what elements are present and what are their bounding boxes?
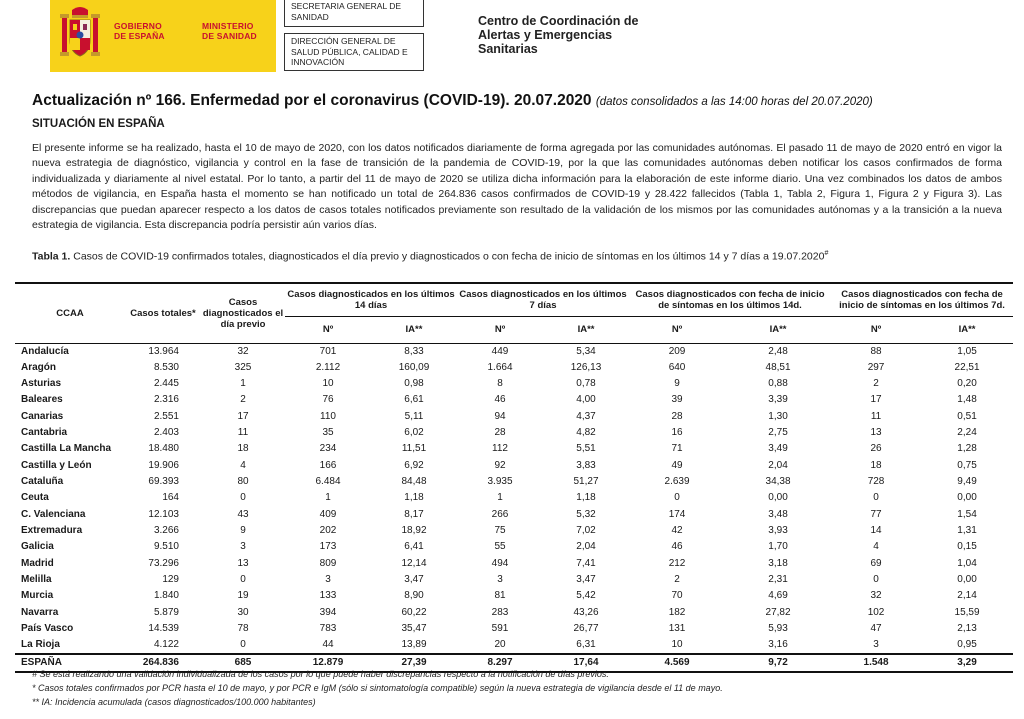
table-row xyxy=(15,425,1013,441)
table-cell: 1,70 xyxy=(768,541,788,553)
table-cell: 2.403 xyxy=(153,427,179,439)
table-row xyxy=(15,376,1013,392)
table-cell: 55 xyxy=(494,541,506,553)
table-cell: 7,41 xyxy=(576,557,596,569)
table-cell: 6,02 xyxy=(404,427,424,439)
table-cell: 77 xyxy=(870,508,882,520)
spain-coat-of-arms-icon xyxy=(58,6,102,64)
table-cell: 783 xyxy=(319,623,337,635)
table-caption-mark: # xyxy=(824,250,829,257)
document-header xyxy=(0,0,1024,80)
table-cell: 12.103 xyxy=(148,508,179,520)
table-cell: 2,31 xyxy=(768,574,788,586)
table-cell: 6,41 xyxy=(404,541,424,553)
table-cell: 2.551 xyxy=(153,410,179,422)
table-row xyxy=(15,474,1013,490)
table-cell: 22,51 xyxy=(954,361,980,373)
table-row xyxy=(15,441,1013,457)
table-cell: 30 xyxy=(237,606,249,618)
table-cell: 3,47 xyxy=(404,574,424,586)
table-cell: 3,18 xyxy=(768,557,788,569)
table-cell: 3.266 xyxy=(153,525,179,537)
table-cell: 2,48 xyxy=(768,345,788,357)
table-cell: Castilla La Mancha xyxy=(21,443,112,455)
table-cell: 76 xyxy=(322,394,334,406)
table-cell: 4,37 xyxy=(576,410,596,422)
table-cell: 71 xyxy=(671,443,683,455)
table-cell: 43,26 xyxy=(573,606,599,618)
table-cell: 1.548 xyxy=(831,654,921,672)
table-cell: 5,42 xyxy=(576,590,596,602)
table-cell: 266 xyxy=(491,508,509,520)
header-prev: Casos diagnosticados el día previo xyxy=(201,283,285,343)
table-cell: 102 xyxy=(867,606,885,618)
table-cell: 0 xyxy=(240,639,246,651)
table-row xyxy=(15,458,1013,474)
table-cell: 0,00 xyxy=(957,492,977,504)
table-cell: 1,05 xyxy=(957,345,977,357)
header-s7: Casos diagnosticados con fecha de inicio de síntomas en los últimos 7d. xyxy=(831,283,1013,316)
table-cell: 32 xyxy=(870,590,882,602)
header-ia: IA** xyxy=(543,316,629,343)
ministry-label xyxy=(202,21,257,41)
min-line-2: DE SANIDAD xyxy=(202,31,257,41)
table-cell: 8.297 xyxy=(457,654,543,672)
table-cell: 8,17 xyxy=(404,508,424,520)
table-cell: 685 xyxy=(201,654,285,672)
note-hash: # Se está realizando una validación individualizada de los casos por lo que puede haber discrepancias respecto a la notificación de días previos. xyxy=(32,669,609,679)
table-cell: 32 xyxy=(237,345,249,357)
table-header-row-1 xyxy=(15,283,1013,316)
table-cell: 7,02 xyxy=(576,525,596,537)
table-cell: 166 xyxy=(319,459,337,471)
header-ia: IA** xyxy=(921,316,1013,343)
table-cell: 6,61 xyxy=(404,394,424,406)
table-cell: 27,39 xyxy=(371,654,457,672)
header-d7: Casos diagnosticados en los últimos 7 días xyxy=(457,283,629,316)
table-cell: Asturias xyxy=(21,378,62,390)
table-cell: Extremadura xyxy=(21,525,83,537)
table-cell: 2,13 xyxy=(957,623,977,635)
table-cell: 2,04 xyxy=(576,541,596,553)
table-cell: 701 xyxy=(319,345,337,357)
table-cell: 8.530 xyxy=(153,361,179,373)
table-cell: 39 xyxy=(671,394,683,406)
table-cell: 47 xyxy=(870,623,882,635)
table-cell: 5,51 xyxy=(576,443,596,455)
table-cell: 0 xyxy=(873,492,879,504)
table-cell: 3,39 xyxy=(768,394,788,406)
table-cell: 84,48 xyxy=(401,476,427,488)
table-caption-text: Casos de COVID-19 confirmados totales, diagnosticados el día previo y diagnosticados o con fecha de inicio de síntomas en los últimos 14 y 7 días a 19.07.2020 xyxy=(73,250,825,263)
table-cell: 35 xyxy=(322,427,334,439)
table-cell: 80 xyxy=(237,476,249,488)
table-cell: 13,89 xyxy=(401,639,427,651)
table-cell: 3.935 xyxy=(487,476,513,488)
table-row xyxy=(15,621,1013,637)
table-cell: 44 xyxy=(322,639,334,651)
table-cell: 2.445 xyxy=(153,378,179,390)
table-cell: 2.316 xyxy=(153,394,179,406)
table-cell: 591 xyxy=(491,623,509,635)
table-body xyxy=(15,343,1013,672)
table-cell: 43 xyxy=(237,508,249,520)
table-cell: 2 xyxy=(240,394,246,406)
table-cell: 14.539 xyxy=(148,623,179,635)
table-cell: 202 xyxy=(319,525,337,537)
table-cell: 1.664 xyxy=(487,361,513,373)
government-label xyxy=(114,21,165,41)
table-cell: 0,78 xyxy=(576,378,596,390)
table-caption-label: Tabla 1. xyxy=(32,250,71,263)
table-cell: Andalucía xyxy=(21,345,69,357)
table-cell: 1,48 xyxy=(957,394,977,406)
ccaes-line-3: Sanitarias xyxy=(478,42,538,56)
table-cell: 46 xyxy=(671,541,683,553)
table-cell: Ceuta xyxy=(21,492,49,504)
table-cell: 449 xyxy=(491,345,509,357)
header-ccaa: CCAA xyxy=(15,283,125,343)
table-cell: 129 xyxy=(162,574,179,586)
table-cell: 809 xyxy=(319,557,337,569)
gov-line-2: DE ESPAÑA xyxy=(114,31,165,41)
table-cell: 28 xyxy=(494,427,506,439)
report-title xyxy=(32,92,873,110)
table-cell: 12.879 xyxy=(285,654,371,672)
table-cell: 6,92 xyxy=(404,459,424,471)
table-cell: 4 xyxy=(873,541,879,553)
table-cell: 131 xyxy=(668,623,686,635)
table-cell: 5,34 xyxy=(576,345,596,357)
table-cell: 15,59 xyxy=(954,606,980,618)
table-cell: 4,69 xyxy=(768,590,788,602)
table-cell: 0,88 xyxy=(768,378,788,390)
table-cell: 1,18 xyxy=(576,492,596,504)
table-cell: 4,00 xyxy=(576,394,596,406)
table-cell: 0 xyxy=(674,492,680,504)
table-cell: 0 xyxy=(240,492,246,504)
table-cell: 78 xyxy=(237,623,249,635)
table-row xyxy=(15,392,1013,408)
table-cell: 3,83 xyxy=(576,459,596,471)
table-cell: 2.639 xyxy=(664,476,690,488)
section-title: SITUACIÓN EN ESPAÑA xyxy=(32,118,165,130)
table-row xyxy=(15,637,1013,654)
header-n: Nº xyxy=(285,316,371,343)
table-cell: 17 xyxy=(237,410,249,422)
table-cell: 1,54 xyxy=(957,508,977,520)
table-cell: Navarra xyxy=(21,606,59,618)
table-cell: 5,11 xyxy=(404,410,424,422)
table-cell: 394 xyxy=(319,606,337,618)
table-row xyxy=(15,523,1013,539)
ccaes-line-2: Alertas y Emergencias xyxy=(478,28,613,42)
table-cell: 2.112 xyxy=(315,361,341,373)
table-cell: 9.510 xyxy=(153,541,179,553)
table-cell: 46 xyxy=(494,394,506,406)
table-cell: 14 xyxy=(870,525,882,537)
table-cell: 9 xyxy=(674,378,680,390)
table-cell: 209 xyxy=(668,345,686,357)
table-cell: 26 xyxy=(870,443,882,455)
table-cell: 728 xyxy=(867,476,885,488)
table-cell: 0,95 xyxy=(957,639,977,651)
table-cell: 70 xyxy=(671,590,683,602)
table-row xyxy=(15,360,1013,376)
table-cell: 13.964 xyxy=(148,345,179,357)
table-row xyxy=(15,588,1013,604)
table-cell: 8,33 xyxy=(404,345,424,357)
table-cell: 18 xyxy=(237,443,249,455)
table-cell: 92 xyxy=(494,459,506,471)
table-cell: 112 xyxy=(492,443,508,455)
table-cell: 3,48 xyxy=(768,508,788,520)
table-cell: 133 xyxy=(319,590,337,602)
table-cell: 3 xyxy=(873,639,879,651)
table-row xyxy=(15,409,1013,425)
table-cell: 0,00 xyxy=(768,492,788,504)
table-cell: 0,75 xyxy=(957,459,977,471)
table-cell: 4.122 xyxy=(153,639,179,651)
table-cell: 49 xyxy=(671,459,683,471)
table-cell: 10 xyxy=(671,639,683,651)
header-n: Nº xyxy=(831,316,921,343)
table-cell: 1,31 xyxy=(957,525,977,537)
table-cell: 1,04 xyxy=(957,557,977,569)
table-cell: 264.836 xyxy=(125,654,201,672)
table-cell: 42 xyxy=(671,525,683,537)
table-cell: 2,75 xyxy=(768,427,788,439)
table-cell: 1 xyxy=(240,378,246,390)
intro-paragraph: El presente informe se ha realizado, hasta el 10 de mayo de 2020, con los datos notificados diariamente de forma agregada por las comunidades autónomas. El pasado 11 de mayo de 2020 entró en vigor la nueva estrategia de diagnóstico, vigilancia y control en la fase de transición de la pandemia de COVID-19, por la que las comunidades autónomas deben notificar los casos confirmados de forma individualizada y diariamente al nivel estatal. Por lo tanto, a partir del 11 de mayo de 2020 se utiliza dicha información para la elaboración de este informe diario. Una vez combinados los datos de ambos métodos de vigilancia, en España hasta el momento se han notificado un total de 264.836 casos confirmados de COVID-19 y 28.422 fallecidos (Tabla 1, Tabla 2, Figura 1, Figura 2 y Figura 3). Las discrepancias que puedan aparecer respecto a los datos de casos totales notificados previamente son resultado de la validación de los mismos por las comunidades autónomas y a la transición a la nueva estrategia de vigilancia. Esta discrepancia podría persistir aún varios días. xyxy=(32,142,1002,232)
table-cell: 11 xyxy=(237,427,249,439)
government-logo-block xyxy=(50,0,276,72)
table-cell: 325 xyxy=(234,361,252,373)
table-cell: 19.906 xyxy=(148,459,179,471)
table-cell: 2,24 xyxy=(957,427,977,439)
table-cell: ESPAÑA xyxy=(15,654,125,672)
table-cell: 1,30 xyxy=(768,410,788,422)
table-row xyxy=(15,490,1013,506)
table-cell: 9,49 xyxy=(957,476,977,488)
table-cell: 0,98 xyxy=(404,378,424,390)
table-cell: 17 xyxy=(870,394,882,406)
table-cell: 13 xyxy=(237,557,249,569)
table-cell: País Vasco xyxy=(21,623,74,635)
header-d14: Casos diagnosticados en los últimos 14 días xyxy=(285,283,457,316)
table-cell: 8,90 xyxy=(404,590,424,602)
table-cell: 16 xyxy=(671,427,683,439)
ccaes-line-1: Centro de Coordinación de xyxy=(478,14,639,28)
table-cell: 69.393 xyxy=(148,476,179,488)
table-cell: 11 xyxy=(870,410,882,422)
direccion-box: DIRECCIÓN GENERAL DE SALUD PÚBLICA, CALIDAD E INNOVACIÓN xyxy=(284,33,424,71)
table-cell: 182 xyxy=(668,606,686,618)
table-cell: Galicia xyxy=(21,541,54,553)
table-row xyxy=(15,556,1013,572)
header-total: Casos totales* xyxy=(125,283,201,343)
table-cell: 126,13 xyxy=(570,361,602,373)
table-cell: 4,82 xyxy=(576,427,596,439)
table-cell: 234 xyxy=(319,443,337,455)
table-cell: 409 xyxy=(319,508,337,520)
table-cell: 9,72 xyxy=(725,654,831,672)
table-cell: 35,47 xyxy=(401,623,427,635)
table-cell: 0 xyxy=(240,574,246,586)
table-cell: 18 xyxy=(870,459,882,471)
table-cell: 34,38 xyxy=(765,476,791,488)
covid-table xyxy=(15,282,1013,673)
table-cell: C. Valenciana xyxy=(21,508,86,520)
table-cell: Baleares xyxy=(21,394,63,406)
table-cell: Canarias xyxy=(21,410,64,422)
table-cell: 1.840 xyxy=(153,590,179,602)
table-cell: 2 xyxy=(674,574,680,586)
table-cell: 4 xyxy=(240,459,246,471)
table-cell: 48,51 xyxy=(765,361,791,373)
table-cell: La Rioja xyxy=(21,639,60,651)
table-cell: 3,49 xyxy=(768,443,788,455)
table-cell: 18,92 xyxy=(401,525,427,537)
note-ia: ** IA: Incidencia acumulada (casos diagnosticados/100.000 habitantes) xyxy=(32,697,316,707)
table-cell: 5,93 xyxy=(768,623,788,635)
table-cell: 73.296 xyxy=(148,557,179,569)
table-row xyxy=(15,507,1013,523)
table-row xyxy=(15,539,1013,555)
table-cell: 60,22 xyxy=(401,606,427,618)
table-cell: 8 xyxy=(497,378,503,390)
table-cell: 0,00 xyxy=(957,574,977,586)
table-cell: 18.480 xyxy=(148,443,179,455)
table-cell: 173 xyxy=(319,541,337,553)
table-cell: Madrid xyxy=(21,557,54,569)
table-cell: 174 xyxy=(668,508,686,520)
table-cell: 1 xyxy=(497,492,503,504)
table-cell: 212 xyxy=(668,557,686,569)
table-cell: 94 xyxy=(494,410,506,422)
table-cell: 28 xyxy=(671,410,683,422)
table-cell: 0,15 xyxy=(957,541,977,553)
table-cell: 1,18 xyxy=(404,492,424,504)
gov-line-1: GOBIERNO xyxy=(114,21,162,31)
table-cell: 26,77 xyxy=(573,623,599,635)
table-cell: Cantabria xyxy=(21,427,68,439)
table-cell: 27,82 xyxy=(765,606,791,618)
header-n: Nº xyxy=(457,316,543,343)
table-cell: 81 xyxy=(494,590,506,602)
table-cell: 3,29 xyxy=(921,654,1013,672)
table-row xyxy=(15,343,1013,360)
table-cell: 88 xyxy=(870,345,882,357)
table-row xyxy=(15,605,1013,621)
table-cell: Castilla y León xyxy=(21,459,92,471)
table-cell: 6.484 xyxy=(315,476,341,488)
table-cell: 640 xyxy=(668,361,686,373)
table-cell: 160,09 xyxy=(398,361,430,373)
table-cell: 164 xyxy=(162,492,179,504)
table-cell: 3,16 xyxy=(768,639,788,651)
table-cell: Melilla xyxy=(21,574,52,586)
table-cell: 17,64 xyxy=(543,654,629,672)
header-n: Nº xyxy=(629,316,725,343)
table-cell: 1,28 xyxy=(957,443,977,455)
table-cell: Cataluña xyxy=(21,476,64,488)
table-cell: 110 xyxy=(320,410,336,422)
table-cell: 20 xyxy=(494,639,506,651)
table-cell: 51,27 xyxy=(573,476,599,488)
table-cell: 3 xyxy=(325,574,331,586)
table-row xyxy=(15,572,1013,588)
header-ia: IA** xyxy=(371,316,457,343)
header-ia: IA** xyxy=(725,316,831,343)
min-line-1: MINISTERIO xyxy=(202,21,254,31)
table-cell: 9 xyxy=(240,525,246,537)
table-cell: 1 xyxy=(325,492,331,504)
table-cell: 5,32 xyxy=(576,508,596,520)
table-cell: 283 xyxy=(491,606,509,618)
table-cell: 5.879 xyxy=(153,606,179,618)
table-cell: 3 xyxy=(497,574,503,586)
table-notes xyxy=(32,667,723,709)
table-cell: 0,51 xyxy=(957,410,977,422)
table-cell: 3 xyxy=(240,541,246,553)
table-cell: 12,14 xyxy=(401,557,427,569)
table-cell: 3,47 xyxy=(576,574,596,586)
secretaria-box: SECRETARIA GENERAL DE SANIDAD xyxy=(284,0,424,27)
table-cell: 2 xyxy=(873,378,879,390)
report-title-main: Actualización nº 166. Enfermedad por el coronavirus (COVID-19). 20.07.2020 xyxy=(32,92,592,109)
ccaes-label xyxy=(478,14,638,56)
table-cell: Aragón xyxy=(21,361,56,373)
table-cell: 10 xyxy=(322,378,334,390)
table-cell: 2,14 xyxy=(957,590,977,602)
table-cell: Murcia xyxy=(21,590,54,602)
table-cell: 0 xyxy=(873,574,879,586)
table-caption xyxy=(32,250,828,263)
table-cell: 75 xyxy=(494,525,506,537)
table-cell: 13 xyxy=(870,427,882,439)
table-cell: 297 xyxy=(867,361,885,373)
header-s14: Casos diagnosticados con fecha de inicio de síntomas en los últimos 14d. xyxy=(629,283,831,316)
table-cell: 69 xyxy=(870,557,882,569)
note-star: * Casos totales confirmados por PCR hasta el 10 de mayo, y por PCR e IgM (sólo si sintomatología compatible) según la nueva estrategia de vigilancia desde el 11 de mayo. xyxy=(32,683,723,693)
table-cell: 494 xyxy=(491,557,509,569)
table-cell: 2,04 xyxy=(768,459,788,471)
table-cell: 0,20 xyxy=(957,378,977,390)
table-cell: 3,93 xyxy=(768,525,788,537)
table-cell: 19 xyxy=(237,590,249,602)
table-cell: 11,51 xyxy=(401,443,427,455)
report-title-note: (datos consolidados a las 14:00 horas del 20.07.2020) xyxy=(595,96,873,108)
table-cell: 4.569 xyxy=(629,654,725,672)
table-cell: 6,31 xyxy=(576,639,596,651)
